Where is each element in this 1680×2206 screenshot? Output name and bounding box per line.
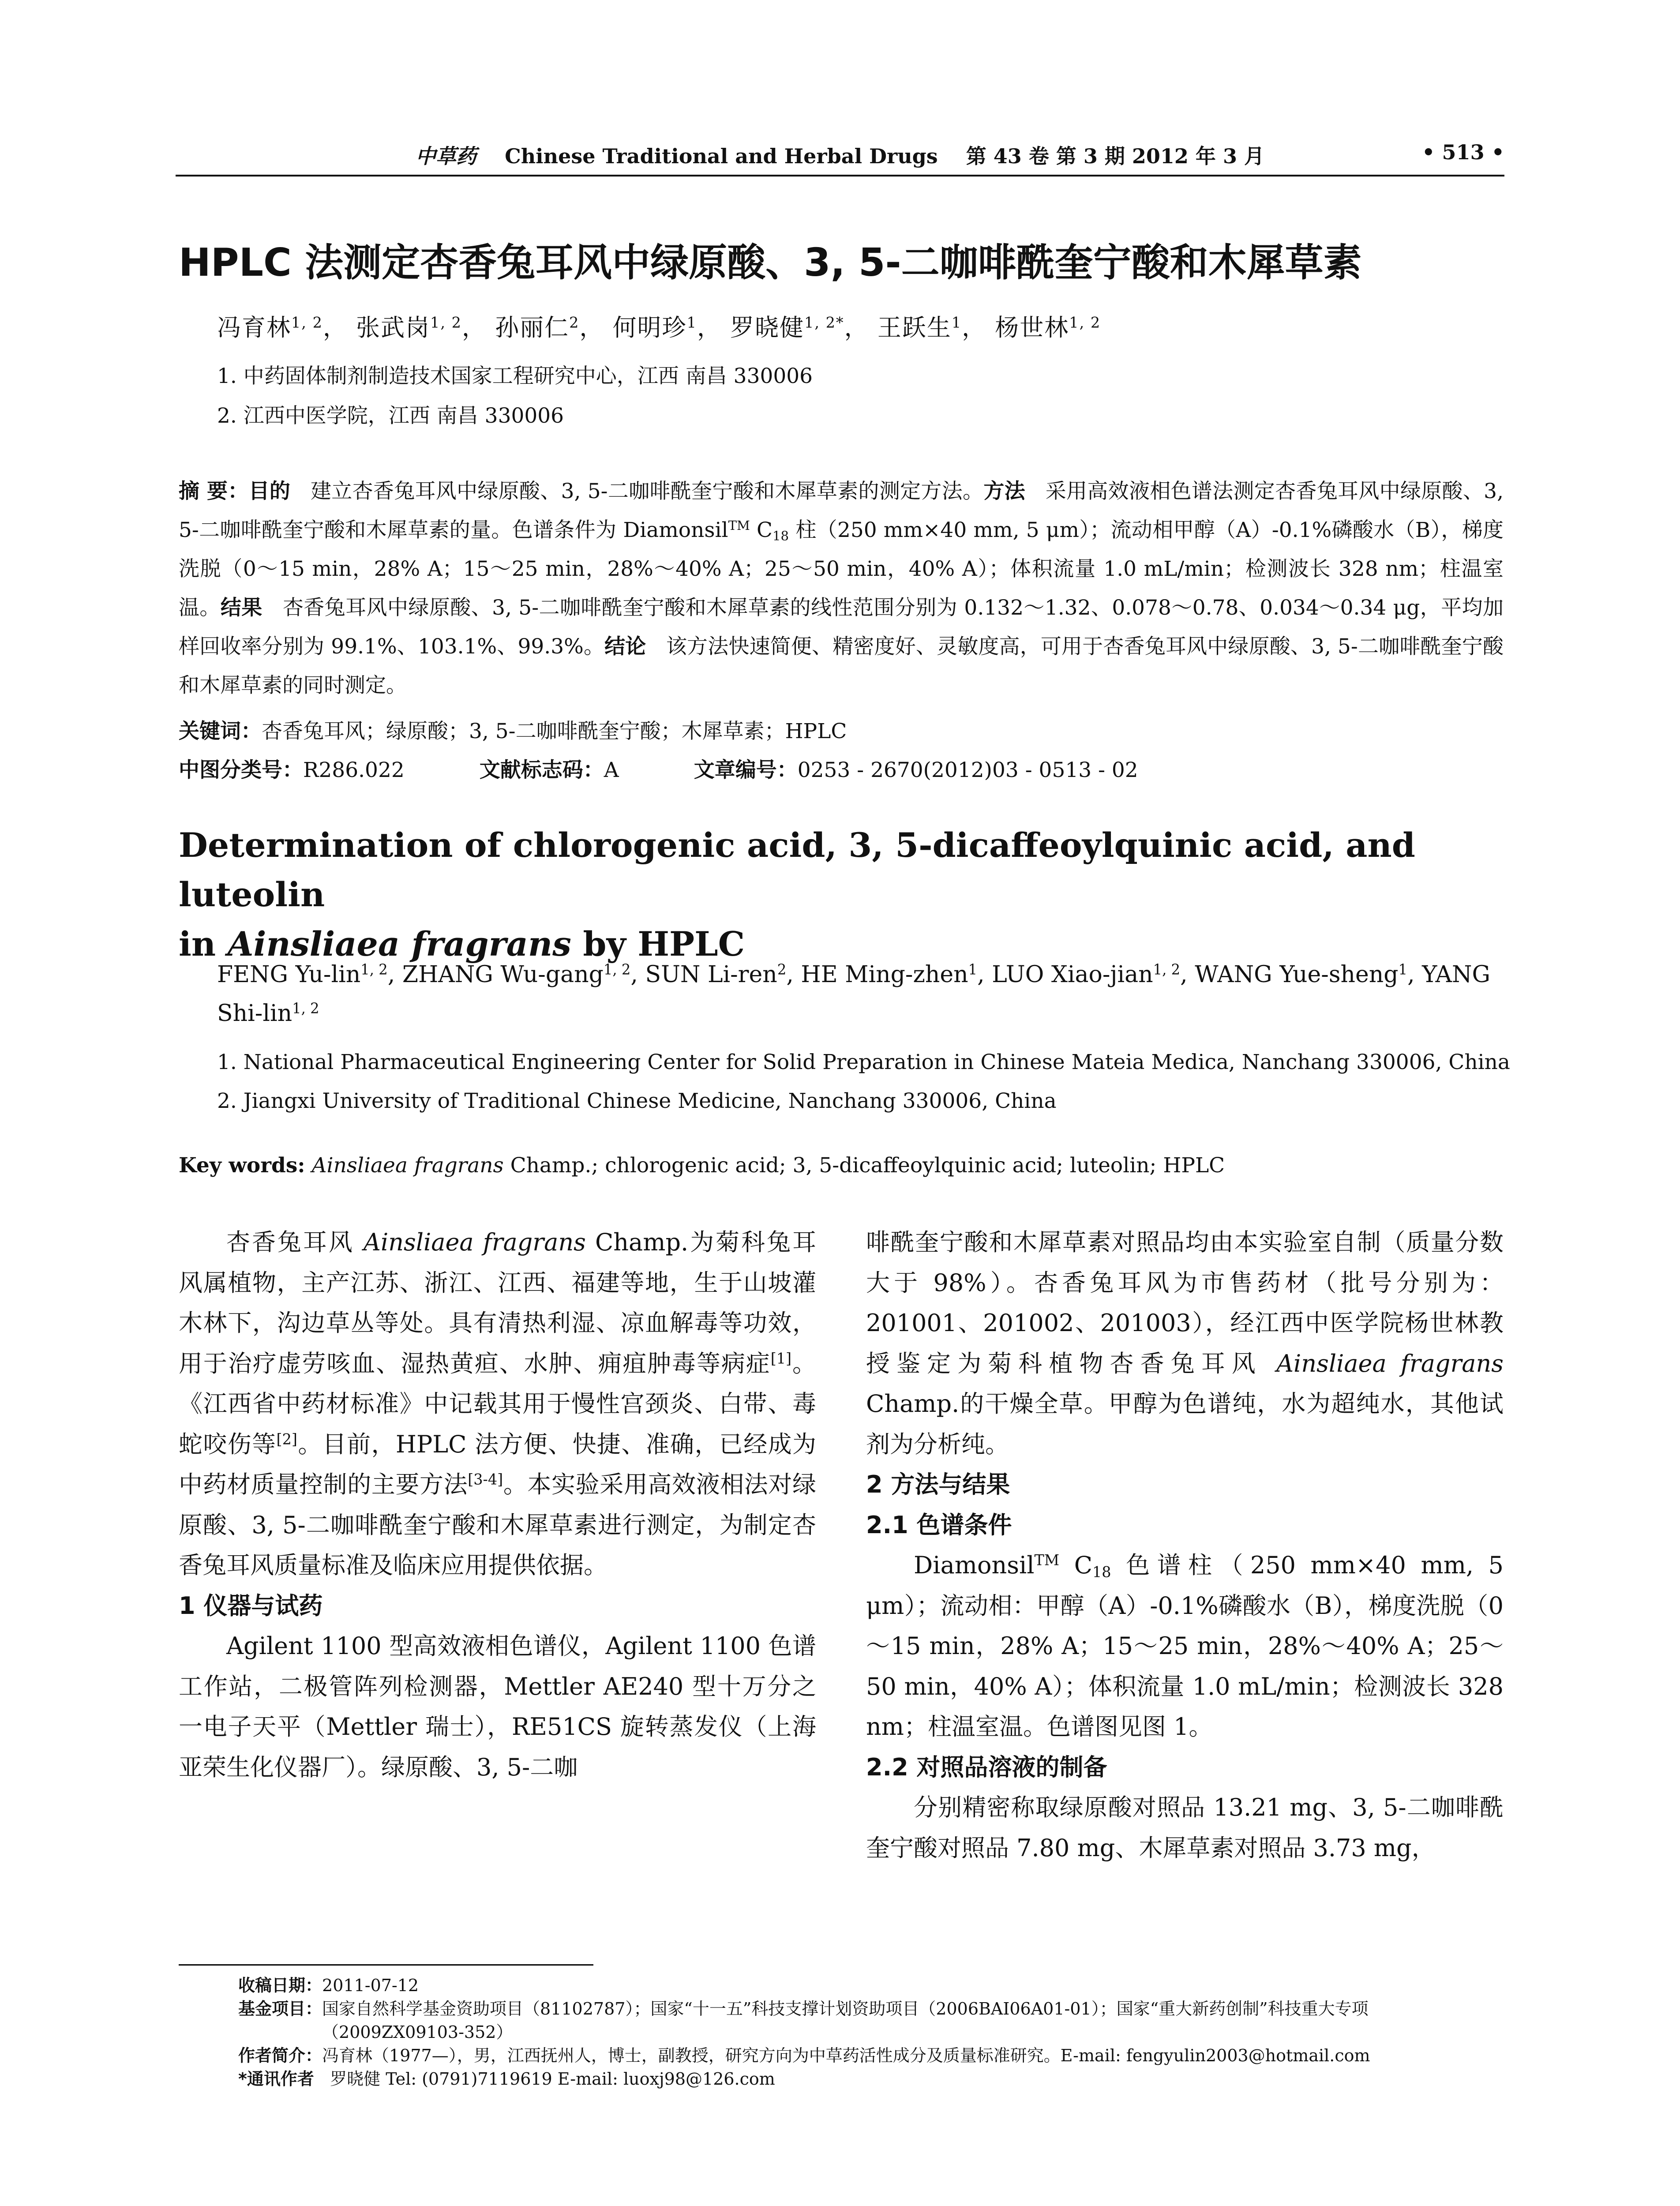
chinese-authors: 冯育林$^{1, 2}$， 张武岗$^{1, 2}$， 孙丽仁$^2$， 何明珍$^1$， 罗晓健$^{1, 2*}$， 王跃生$^1$， 杨世林$^{1, 2}$ (217, 314, 1101, 341)
author-sup: 2 (777, 961, 787, 978)
author-cn: 何明珍 (612, 314, 687, 341)
author-sup: 1 (1398, 961, 1408, 978)
clc-label: 中图分类号： (179, 758, 303, 782)
footnote-text: 2011-07-12 (322, 1976, 419, 1995)
intro-paragraph (179, 1222, 816, 1586)
english-keywords-label: Key words: (179, 1153, 305, 1178)
author-cn: 冯育林 (217, 314, 291, 341)
body-text: 啡酰奎宁酸和木犀草素对照品均由本实验室自制（质量分数大于 98%）。杏香兔耳风为市售药材（批号分别为：201001、201002、201003），经江西中医学院杨世林教授鉴定为菊科植物杏香兔耳风 (866, 1228, 1504, 1377)
footnote-received (238, 1974, 1504, 1997)
objective-label: 目的 (248, 479, 291, 503)
author-cn: 杨世林 (995, 314, 1069, 341)
intro-text: 。本实验采用高效液相法对绿原酸、3, 5-二咖啡酰奎宁酸和木犀草素进行测定，为制定杏香兔耳风质量标准及临床应用提供依据。 (179, 1471, 817, 1579)
author-en: FENG Yu-lin (217, 961, 361, 988)
body-text: Diamonsil (914, 1551, 1035, 1579)
footnote-funding (238, 1997, 1504, 2044)
doc-code-value: A (604, 758, 619, 782)
section-paragraph (866, 1545, 1504, 1747)
journal-name-cn: 中草药 (416, 144, 477, 168)
author-sup: 1, 2* (804, 314, 844, 331)
species-name: Ainsliaea fragrans (1276, 1349, 1504, 1377)
running-header (176, 140, 1504, 171)
journal-name-en: Chinese Traditional and Herbal Drugs (505, 144, 938, 168)
journal-line (176, 140, 1504, 169)
methods-text: 采用高效液相色谱法测定杏香兔耳风中绿原酸、3, 5-二咖啡酰奎宁酸和木犀草素的量。色谱条件为 Diamonsil (179, 479, 1504, 542)
clc-value: R286.022 (303, 758, 405, 782)
footnote-text: 冯育林（1977—），男，江西抚州人，博士，副教授，研究方向为中草药活性成分及质量标准研究。E-mail: fengyulin2003@hotmail.com (322, 2046, 1370, 2065)
english-affiliation-2: 2. Jiangxi University of Traditional Chinese Medicine, Nanchang 330006, China (217, 1089, 1057, 1113)
intro-text: Champ.为菊科兔耳风属植物，主产江苏、浙江、江西、福建等地，生于山坡灌木林下，沟边草丛等处。具有清热利湿、凉血解毒等功效，用于治疗虚劳咳血、湿热黄疸、水肿、痈疽肿毒等病症 (179, 1228, 816, 1377)
section-paragraph: 分别精密称取绿原酸对照品 13.21 mg、3, 5-二咖啡酰奎宁酸对照品 7.80 mg、木犀草素对照品 3.73 mg， (866, 1793, 1504, 1862)
header-rule (176, 175, 1504, 176)
keywords-text: 杏香兔耳风；绿原酸；3, 5-二咖啡酰奎宁酸；木犀草素；HPLC (262, 719, 847, 743)
footnote-label: 收稿日期： (238, 1976, 322, 1995)
classification-line (179, 754, 1138, 783)
author-en: ZHANG Wu-gang (402, 961, 604, 988)
author-sup: 1 (968, 961, 978, 978)
doc-code-label: 文献标志码： (479, 758, 604, 782)
objective-text: 建立杏香兔耳风中绿原酸、3, 5-二咖啡酰奎宁酸和木犀草素的测定方法。 (310, 479, 984, 503)
trademark-sup: TM (1034, 1551, 1060, 1569)
footnotes (238, 1974, 1504, 2091)
author-cn: 罗晓健 (730, 314, 805, 341)
subsection-heading: 2.2 对照品溶液的制备 (866, 1753, 1107, 1781)
chinese-keywords (179, 715, 847, 744)
author-sup: 2 (569, 314, 580, 331)
citation: [2] (276, 1430, 297, 1448)
methods-text-cont: 柱（250 mm×40 mm, 5 μm）；流动相甲醇（A）-0.1%磷酸水（B），梯度洗脱（0～15 min，28% A；15～25 min，28%～40% A；25～50 min，40% A）；体积流量 1.0 mL/min；检测波长 328 nm；柱温室温。 (179, 518, 1504, 620)
conclusion-label: 结论 (604, 634, 646, 659)
body-column-left (179, 1222, 816, 1787)
section-heading: 2 方法与结果 (866, 1471, 1010, 1498)
intro-text: 。《江西省中药材标准》中记载其用于慢性宫颈炎、白带、毒蛇咬伤等 (179, 1349, 817, 1458)
footnote-text: 国家自然科学基金资助项目（81102787）；国家“十一五”科技支撑计划资助项目（2006BAI06A01-01）；国家“重大新药创制”科技重大专项（2009ZX09103-352） (322, 1999, 1369, 2042)
species-name: Ainsliaea fragrans (227, 924, 571, 964)
body-text: Champ.的干燥全草。甲醇为色谱纯，水为超纯水，其他试剂为分析纯。 (866, 1390, 1504, 1458)
keywords-label: 关键词： (179, 719, 262, 743)
english-title-line-1: Determination of chlorogenic acid, 3, 5-dicaffeoylquinic acid, and luteolin (179, 825, 1415, 914)
section-heading: 1 仪器与试药 (179, 1591, 323, 1620)
abstract-label: 摘 要： (179, 479, 249, 503)
footnote-label: 作者简介： (238, 2046, 322, 2065)
column-c: C (750, 518, 773, 542)
author-sup: 1, 2 (360, 961, 388, 978)
english-keywords (179, 1153, 1225, 1178)
results-label: 结果 (220, 596, 262, 620)
footnote-text: 罗晓健 Tel: (0791)7119619 E-mail: luoxj98@126.com (330, 2069, 775, 2089)
body-text: 色谱柱（250 mm×40 mm, 5 μm）；流动相：甲醇（A）-0.1%磷酸水（B），梯度洗脱（0～15 min，28% A；15～25 min，28%～40% A；25～50 min，40% A）；体积流量 1.0 mL/min；检测波长 328 nm；柱温室温。色谱图见图 1。 (866, 1551, 1504, 1741)
column-18-sub: 18 (772, 528, 789, 544)
subsection-heading: 2.1 色谱条件 (866, 1511, 1012, 1539)
citation: [1] (770, 1350, 792, 1367)
chinese-title: HPLC 法测定杏香兔耳风中绿原酸、3, 5-二咖啡酰奎宁酸和木犀草素 (179, 240, 1362, 285)
english-affiliation-1: 1. National Pharmaceutical Engineering Center for Solid Preparation in Chinese Mateia Medica, Nanchang 330006, China (217, 1050, 1510, 1074)
english-keywords-text: Champ.; chlorogenic acid; 3, 5-dicaffeoylquinic acid; luteolin; HPLC (503, 1153, 1225, 1178)
article-no-value: 0253 - 2670(2012)03 - 0513 - 02 (797, 758, 1138, 782)
author-sup: 1 (686, 314, 697, 331)
section-paragraph-continued (866, 1222, 1504, 1464)
footnote-corresponding (238, 2067, 1504, 2091)
english-authors: FENG Yu-lin$^{1, 2}$, ZHANG Wu-gang$^{1, 2}$, SUN Li-ren$^2$, HE Ming-zhen$^1$, LUO Xiao-jian$^{1, 2}$, WANG Yue-sheng$^1$, YANG Shi-lin$^{1, 2}$ (217, 961, 1491, 1027)
footnote-label: *通讯作者 (238, 2069, 314, 2089)
intro-text: 杏香兔耳风 (226, 1228, 364, 1256)
intro-text: 。目前，HPLC 法方便、快捷、准确，已经成为中药材质量控制的主要方法 (179, 1430, 816, 1498)
author-sup: 1, 2 (291, 314, 323, 331)
author-sup: 1 (951, 314, 962, 331)
english-keywords-species: Ainsliaea fragrans (311, 1153, 504, 1178)
title-suffix: by HPLC (571, 924, 745, 964)
footnote-author-bio (238, 2044, 1504, 2067)
column-18-sub: 18 (1092, 1563, 1111, 1581)
journal-issue: 第 43 卷 第 3 期 2012 年 3 月 (966, 144, 1264, 168)
chinese-affiliation-1: 1. 中药固体制剂制造技术国家工程研究中心，江西 南昌 330006 (217, 364, 813, 388)
author-cn: 张武岗 (356, 314, 431, 341)
section-paragraph: Agilent 1100 型高效液相色谱仪，Agilent 1100 色谱工作站，二极管阵列检测器，Mettler AE240 型十万分之一电子天平（Mettler 瑞士），RE51CS 旋转蒸发仪（上海亚荣生化仪器厂）。绿原酸、3, 5-二咖 (179, 1632, 816, 1781)
author-sup: 1, 2 (430, 314, 462, 331)
methods-label: 方法 (983, 479, 1025, 503)
species-name: Ainsliaea fragrans (363, 1228, 586, 1256)
footnote-label: 基金项目： (238, 1999, 322, 2018)
author-cn: 王跃生 (877, 314, 952, 341)
results-text: 杏香兔耳风中绿原酸、3, 5-二咖啡酰奎宁酸和木犀草素的线性范围分别为 0.132～1.32、0.078～0.78、0.034～0.34 μg，平均加样回收率分别为 99.1%、103.1%、99.3%。 (179, 596, 1504, 659)
article-no-label: 文章编号： (694, 758, 798, 782)
conclusion-text: 该方法快速简便、精密度好、灵敏度高，可用于杏香兔耳风中绿原酸、3, 5-二咖啡酰奎宁酸和木犀草素的同时测定。 (179, 634, 1504, 698)
author-en: LUO Xiao-jian (992, 961, 1153, 988)
author-sup: 1, 2 (292, 1000, 319, 1017)
english-title (179, 821, 1504, 969)
footnote-rule (179, 1964, 593, 1966)
column-c: C (1059, 1551, 1093, 1579)
author-en: HE Ming-zhen (801, 961, 968, 988)
author-en: YANG Shi-lin (217, 961, 1491, 1027)
chinese-affiliation-2: 2. 江西中医学院，江西 南昌 330006 (217, 404, 564, 428)
citation: [3-4] (468, 1471, 503, 1488)
page-number: • 513 • (1422, 140, 1504, 164)
title-prefix: in (179, 924, 228, 964)
trademark-sup: TM (728, 518, 750, 533)
author-en: SUN Li-ren (645, 961, 777, 988)
author-sup: 1, 2 (1153, 961, 1181, 978)
abstract (179, 472, 1504, 705)
author-en: WANG Yue-sheng (1195, 961, 1399, 988)
author-sup: 1, 2 (603, 961, 631, 978)
body-column-right (866, 1222, 1504, 1868)
author-cn: 孙丽仁 (495, 314, 570, 341)
author-sup: 1, 2 (1069, 314, 1101, 331)
